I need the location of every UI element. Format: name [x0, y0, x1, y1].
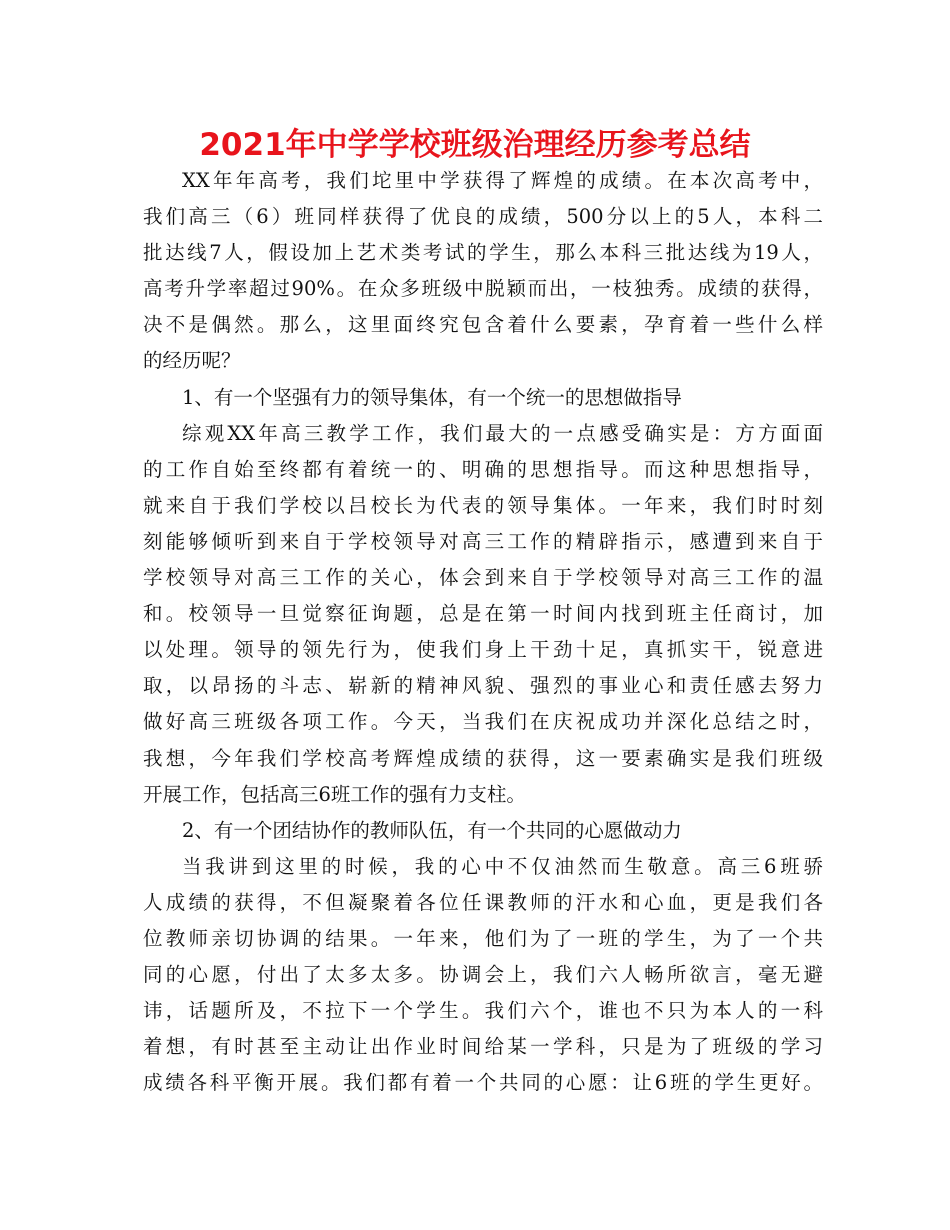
document-body [143, 163, 823, 1101]
body-line: 讳，话题所及，不拉下一个学生。我们六个，谁也不只为本人的一科 [143, 999, 823, 1023]
body-line: 的经历呢？ [143, 349, 241, 373]
body-line: 和。校领导一旦觉察征询题，总是在第一时间内找到班主任商讨，加 [143, 602, 823, 626]
body-line: 以处理。领导的领先行为，使我们身上干劲十足，真抓实干，锐意进 [143, 638, 823, 662]
body-line: 2、有一个团结协作的教师队伍，有一个共同的心愿做动力 [182, 818, 682, 842]
body-line: 综观XX年高三教学工作，我们最大的一点感受确实是：方方面面 [182, 421, 823, 445]
body-line: 就来自于我们学校以吕校长为代表的领导集体。一年来，我们时时刻 [143, 493, 823, 517]
body-line: XX年年高考，我们坨里中学获得了辉煌的成绩。在本次高考中， [182, 169, 823, 192]
body-line: 我想，今年我们学校高考辉煌成绩的获得，这一要素确实是我们班级 [143, 746, 823, 770]
body-line: 学校领导对高三工作的关心，体会到来自于学校领导对高三工作的温 [143, 566, 823, 590]
body-line: 当我讲到这里的时候，我的心中不仅油然而生敬意。高三6班骄 [182, 854, 823, 878]
body-line: 的工作自始至终都有着统一的、明确的思想指导。而这种思想指导， [143, 457, 823, 481]
body-line: 人成绩的获得，不但凝聚着各位任课教师的汗水和心血，更是我们各 [143, 890, 823, 914]
body-line: 开展工作，包括高三6班工作的强有力支柱。 [143, 782, 526, 806]
body-line: 做好高三班级各项工作。今天，当我们在庆祝成功并深化总结之时， [143, 710, 823, 734]
body-line: 取，以昂扬的斗志、崭新的精神风貌、强烈的事业心和责任感去努力 [143, 674, 823, 698]
body-line: 高考升学率超过90%。在众多班级中脱颖而出，一枝独秀。成绩的获得， [143, 277, 823, 301]
body-line: 批达线7人，假设加上艺术类考试的学生，那么本科三批达线为19人， [143, 241, 823, 265]
body-line: 我们高三（6）班同样获得了优良的成绩，500分以上的5人，本科二 [143, 205, 823, 229]
body-line: 成绩各科平衡开展。我们都有着一个共同的心愿：让6班的学生更好。 [143, 1071, 823, 1095]
body-line: 着想，有时甚至主动让出作业时间给某一学科，只是为了班级的学习 [143, 1035, 823, 1059]
document-title: 2021年中学学校班级治理经历参考总结 [199, 127, 751, 163]
body-line: 位教师亲切协调的结果。一年来，他们为了一班的学生，为了一个共 [143, 926, 823, 950]
body-line: 同的心愿，付出了太多太多。协调会上，我们六人畅所欲言，毫无避 [143, 963, 823, 987]
body-line: 决不是偶然。那么，这里面终究包含着什么要素，孕育着一些什么样 [143, 313, 823, 337]
body-line: 1、有一个坚强有力的领导集体，有一个统一的思想做指导 [182, 385, 682, 409]
body-line: 刻能够倾听到来自于学校领导对高三工作的精辟指示，感遭到来自于 [143, 529, 823, 553]
